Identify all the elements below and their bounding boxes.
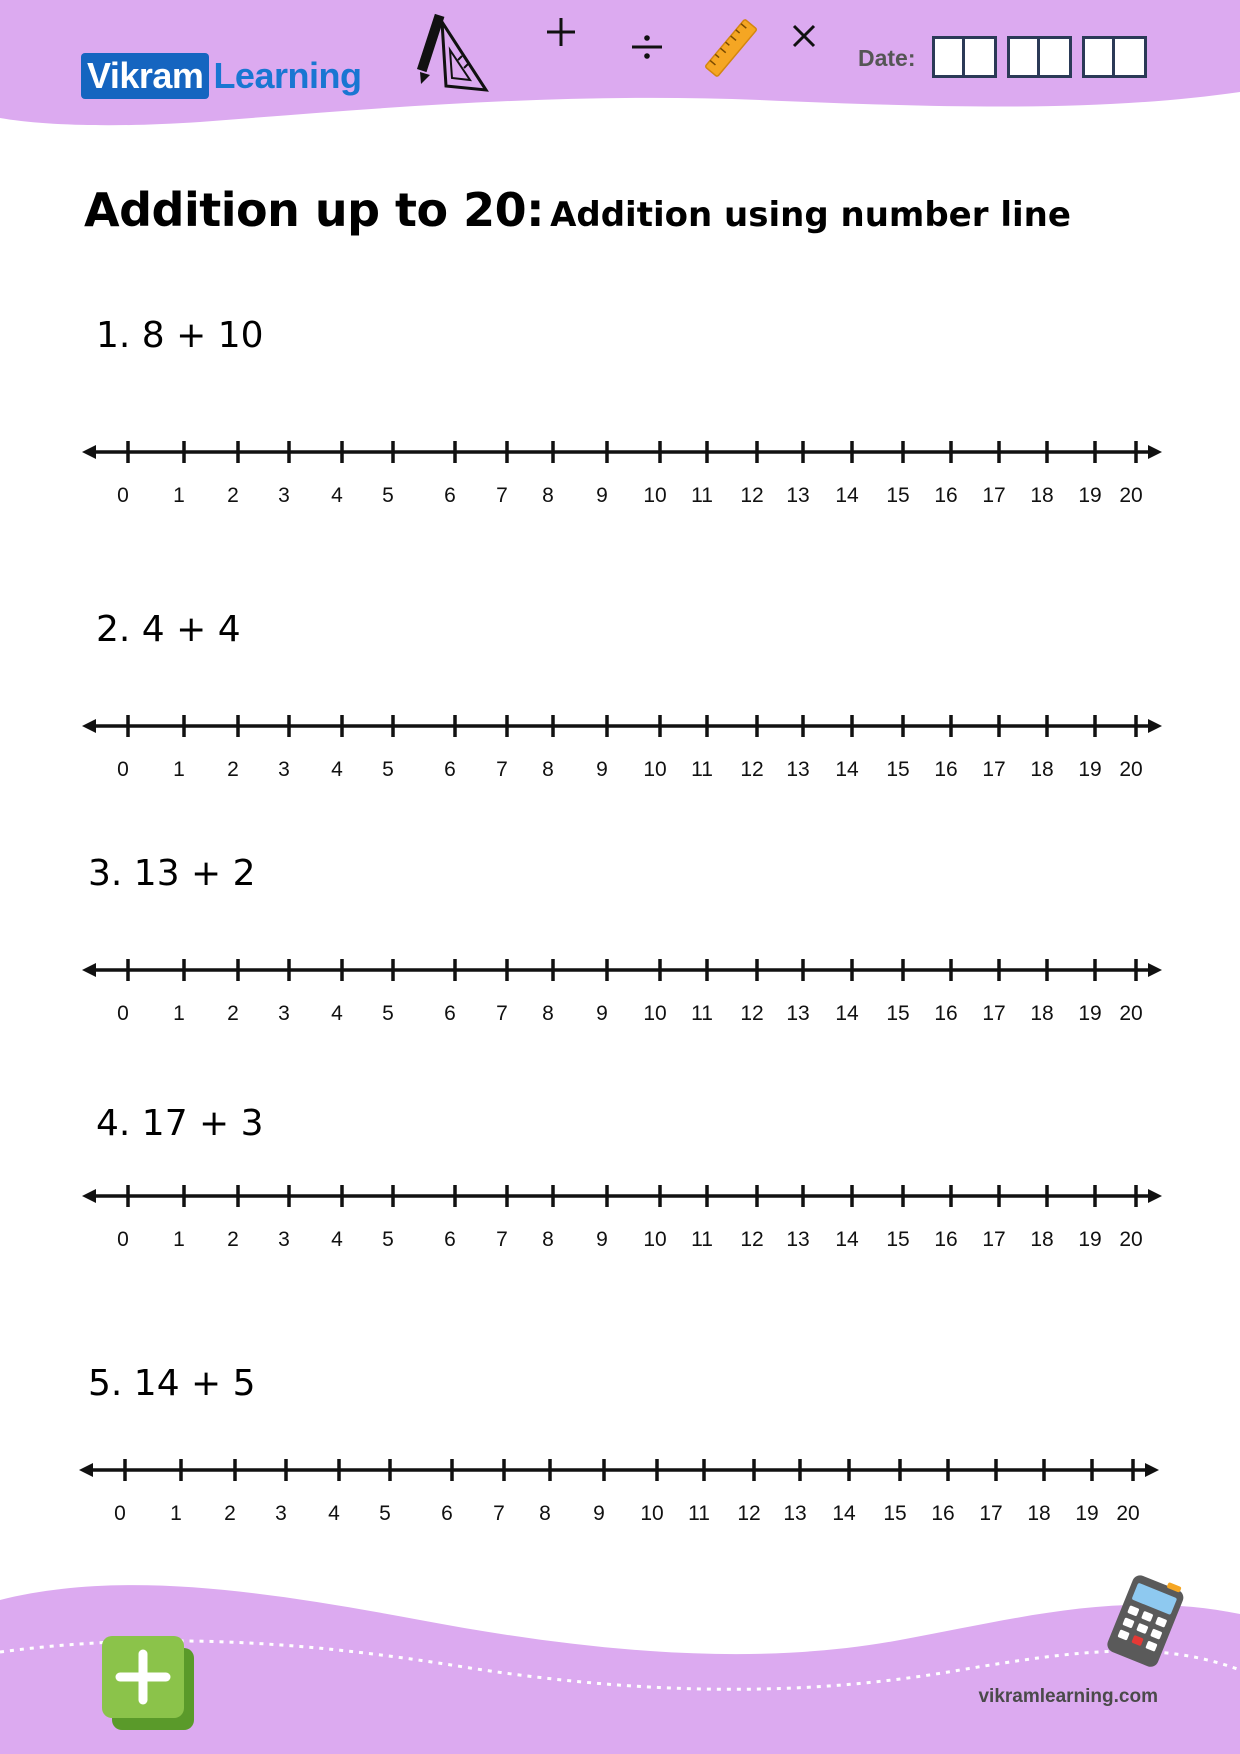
tick-label: 17 <box>982 758 1006 781</box>
tick-label: 14 <box>835 1002 859 1025</box>
tick-label: 12 <box>740 758 764 781</box>
tick-label: 8 <box>542 1228 554 1251</box>
tick-label: 19 <box>1075 1502 1099 1525</box>
tick-label: 1 <box>173 758 185 781</box>
arrow-left-icon <box>82 719 96 733</box>
tick-label: 12 <box>740 1002 764 1025</box>
date-box[interactable] <box>932 36 965 78</box>
number-line-3 <box>0 948 1240 1028</box>
vikram-learning-logo <box>81 52 361 100</box>
tick-label: 3 <box>275 1502 287 1525</box>
tick-label: 9 <box>596 1228 608 1251</box>
arrow-left-icon <box>82 1189 96 1203</box>
tick-label: 7 <box>493 1502 505 1525</box>
tick-label: 10 <box>643 484 667 507</box>
tick-label: 15 <box>886 1002 910 1025</box>
number-line-5 <box>0 1448 1240 1528</box>
tick-label: 7 <box>496 1002 508 1025</box>
multiply-icon <box>792 24 816 48</box>
arrow-right-icon <box>1148 1189 1162 1203</box>
tick-label: 16 <box>934 1002 958 1025</box>
tick-label: 19 <box>1078 758 1102 781</box>
plus-block-icon <box>100 1634 200 1734</box>
title-main: Addition up to 20: <box>84 183 545 237</box>
tick-label: 5 <box>382 1002 394 1025</box>
tick-label: 16 <box>934 1228 958 1251</box>
tick-label: 5 <box>382 758 394 781</box>
tick-label: 8 <box>542 1002 554 1025</box>
date-box[interactable] <box>1082 36 1115 78</box>
date-box[interactable] <box>965 36 997 78</box>
tick-label: 18 <box>1030 1228 1054 1251</box>
tick-label: 12 <box>737 1502 761 1525</box>
tick-label: 9 <box>596 484 608 507</box>
tick-label: 9 <box>596 1002 608 1025</box>
tick-label: 15 <box>886 1228 910 1251</box>
tick-label: 20 <box>1116 1502 1140 1525</box>
tick-label: 11 <box>691 758 713 781</box>
tick-label: 7 <box>496 484 508 507</box>
tick-label: 19 <box>1078 1228 1102 1251</box>
tick-label: 5 <box>382 1228 394 1251</box>
tick-label: 8 <box>542 758 554 781</box>
number-line-1 <box>0 430 1240 510</box>
tick-label: 11 <box>691 484 713 507</box>
tick-label: 10 <box>643 1228 667 1251</box>
tick-label: 17 <box>982 1228 1006 1251</box>
question-2: 2. 4 + 4 <box>96 609 241 650</box>
tick-label: 7 <box>496 1228 508 1251</box>
date-day-group <box>932 36 997 78</box>
tick-label: 14 <box>835 1228 859 1251</box>
tick-label: 2 <box>227 484 239 507</box>
date-year-group <box>1082 36 1147 78</box>
tick-label: 9 <box>593 1502 605 1525</box>
tick-label: 15 <box>883 1502 907 1525</box>
tick-label: 14 <box>832 1502 856 1525</box>
tick-label: 11 <box>691 1228 713 1251</box>
tick-label: 8 <box>542 484 554 507</box>
question-5: 5. 14 + 5 <box>88 1363 256 1404</box>
tick-label: 3 <box>278 1228 290 1251</box>
tick-label: 13 <box>786 484 810 507</box>
tick-label: 1 <box>173 484 185 507</box>
tick-label: 0 <box>117 484 129 507</box>
tick-label: 19 <box>1078 1002 1102 1025</box>
date-box[interactable] <box>1007 36 1040 78</box>
tick-label: 1 <box>173 1002 185 1025</box>
plus-icon <box>545 16 577 48</box>
tick-label: 17 <box>982 1002 1006 1025</box>
tick-label: 0 <box>117 758 129 781</box>
tick-label: 11 <box>691 1002 713 1025</box>
tick-label: 4 <box>331 1002 343 1025</box>
logo-text-learning: Learning <box>213 55 362 96</box>
tick-label: 9 <box>596 758 608 781</box>
pencil-triangle-icon <box>412 12 492 94</box>
tick-label: 10 <box>640 1502 664 1525</box>
tick-label: 2 <box>227 1228 239 1251</box>
tick-label: 19 <box>1078 484 1102 507</box>
date-month-group <box>1007 36 1072 78</box>
tick-label: 11 <box>688 1502 710 1525</box>
tick-label: 4 <box>331 1228 343 1251</box>
tick-label: 10 <box>643 758 667 781</box>
ruler-icon <box>700 14 762 82</box>
tick-label: 18 <box>1030 484 1054 507</box>
tick-label: 15 <box>886 484 910 507</box>
arrow-right-icon <box>1145 1463 1159 1477</box>
arrow-left-icon <box>79 1463 93 1477</box>
tick-label: 20 <box>1119 1002 1143 1025</box>
arrow-right-icon <box>1148 963 1162 977</box>
question-1: 1. 8 + 10 <box>96 315 264 356</box>
number-line-2 <box>0 704 1240 784</box>
tick-label: 5 <box>382 484 394 507</box>
tick-label: 12 <box>740 484 764 507</box>
tick-label: 5 <box>379 1502 391 1525</box>
tick-label: 13 <box>786 1002 810 1025</box>
tick-label: 8 <box>539 1502 551 1525</box>
tick-label: 14 <box>835 758 859 781</box>
tick-label: 7 <box>496 758 508 781</box>
website-url: vikramlearning.com <box>978 1686 1158 1707</box>
tick-label: 2 <box>224 1502 236 1525</box>
tick-label: 6 <box>444 484 456 507</box>
question-4: 4. 17 + 3 <box>96 1103 264 1144</box>
tick-label: 4 <box>328 1502 340 1525</box>
number-line-4 <box>0 1174 1240 1254</box>
tick-label: 0 <box>117 1002 129 1025</box>
logo-text-vikram: Vikram <box>81 53 209 99</box>
tick-label: 18 <box>1030 1002 1054 1025</box>
arrow-left-icon <box>82 445 96 459</box>
tick-label: 2 <box>227 1002 239 1025</box>
tick-label: 12 <box>740 1228 764 1251</box>
tick-label: 3 <box>278 1002 290 1025</box>
arrow-left-icon <box>82 963 96 977</box>
tick-label: 3 <box>278 758 290 781</box>
tick-label: 6 <box>441 1502 453 1525</box>
date-box[interactable] <box>1115 36 1147 78</box>
tick-label: 1 <box>173 1228 185 1251</box>
tick-label: 0 <box>114 1502 126 1525</box>
tick-label: 4 <box>331 758 343 781</box>
tick-label: 6 <box>444 758 456 781</box>
tick-label: 10 <box>643 1002 667 1025</box>
divide-icon <box>630 34 664 60</box>
arrow-right-icon <box>1148 445 1162 459</box>
tick-label: 20 <box>1119 484 1143 507</box>
tick-label: 20 <box>1119 1228 1143 1251</box>
tick-label: 13 <box>786 1228 810 1251</box>
tick-label: 18 <box>1027 1502 1051 1525</box>
tick-label: 20 <box>1119 758 1143 781</box>
tick-label: 14 <box>835 484 859 507</box>
worksheet-title <box>84 183 1071 237</box>
tick-label: 6 <box>444 1002 456 1025</box>
calculator-icon <box>1100 1572 1190 1672</box>
tick-label: 1 <box>170 1502 182 1525</box>
question-3: 3. 13 + 2 <box>88 853 256 894</box>
date-label: Date: <box>858 45 916 71</box>
tick-label: 16 <box>934 758 958 781</box>
tick-label: 16 <box>934 484 958 507</box>
tick-label: 18 <box>1030 758 1054 781</box>
date-box[interactable] <box>1040 36 1072 78</box>
tick-label: 13 <box>786 758 810 781</box>
tick-label: 0 <box>117 1228 129 1251</box>
tick-label: 2 <box>227 758 239 781</box>
title-sub: Addition using number line <box>550 195 1071 235</box>
date-boxes <box>932 36 1147 78</box>
tick-label: 4 <box>331 484 343 507</box>
tick-label: 6 <box>444 1228 456 1251</box>
tick-label: 15 <box>886 758 910 781</box>
tick-label: 13 <box>783 1502 807 1525</box>
tick-label: 17 <box>982 484 1006 507</box>
arrow-right-icon <box>1148 719 1162 733</box>
tick-label: 17 <box>979 1502 1003 1525</box>
tick-label: 3 <box>278 484 290 507</box>
tick-label: 16 <box>931 1502 955 1525</box>
